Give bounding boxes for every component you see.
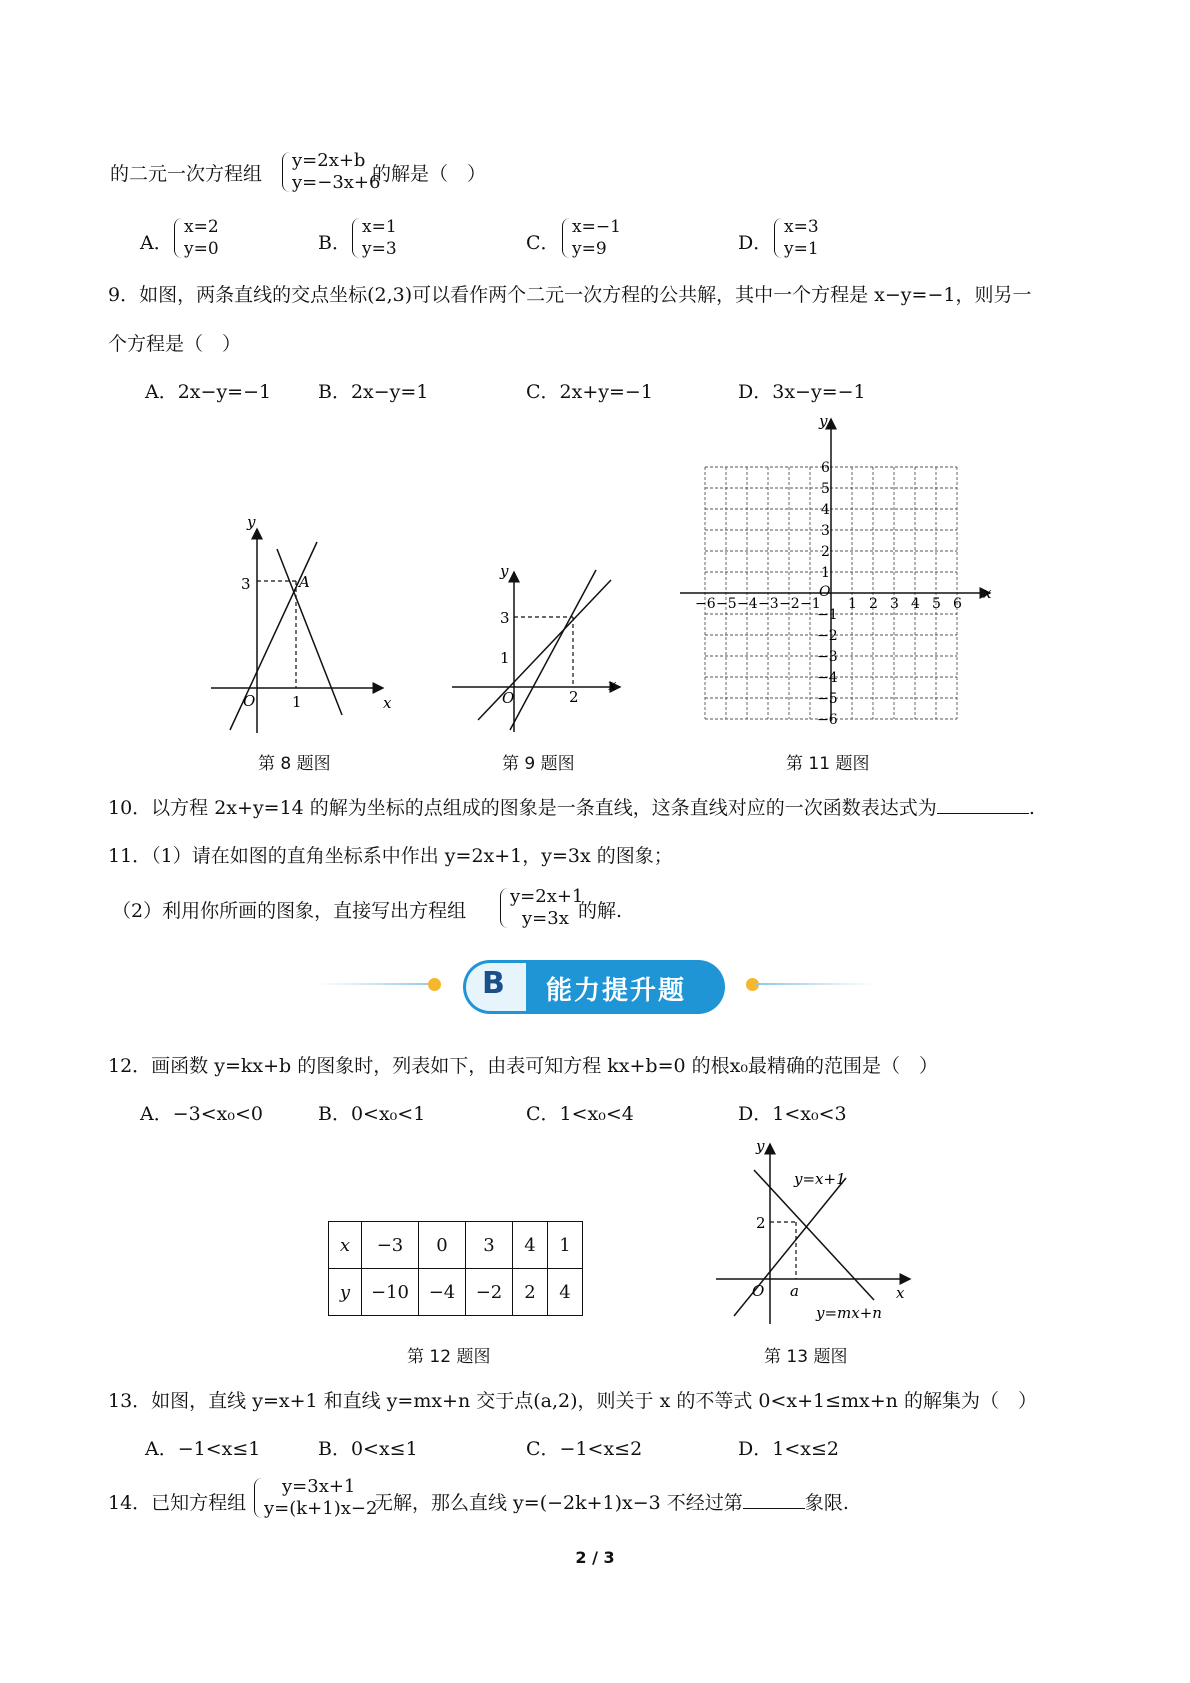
fig11-x-label: x [983,584,992,602]
q8-option-a-l2: y=0 [184,239,219,259]
fig8-y-label: y [247,515,256,531]
table-cell: −4 [419,1269,466,1316]
x-tick-label: −1 [800,596,821,612]
q14-eq2: y=(k+1)x−2 [264,1498,378,1519]
banner-title: 能力提升题 [546,976,687,1006]
q9-line2: 个方程是（ ） [108,333,242,355]
q8-option-a-label: A． [140,232,173,254]
y-tick-label: 6 [821,460,830,476]
x-tick-label: 3 [890,596,899,612]
x-tick-label: 2 [869,596,878,612]
fig8-point-a: A [299,573,310,591]
q12-table-row-y [329,1269,583,1316]
q12-option-c: C．1<x₀<4 [526,1103,634,1125]
q11-line2-suffix: 的解. [578,900,623,922]
banner-left-dot [428,978,441,991]
q12-text: 12．画函数 y=kx+b 的图象时，列表如下，由表可知方程 kx+b=0 的根x₀最精确的范围是（ ） [108,1055,938,1077]
q8-option-c-label: C． [526,232,560,254]
y-tick-label: 2 [821,544,830,560]
banner-letter: B [482,966,505,1001]
fig11-caption: 第 11 题图 [786,754,870,774]
q12-caption: 第 12 题图 [407,1347,491,1367]
q14-system [252,1476,377,1520]
x-tick-label: −5 [716,596,737,612]
fig9-origin: O [502,689,515,707]
table-cell: −3 [362,1222,419,1269]
table-cell: y [329,1269,362,1316]
q12-option-d: D．1<x₀<3 [738,1103,847,1125]
y-tick-label: −2 [817,628,838,644]
q8-suffix: 的解是（ ） [372,163,487,185]
page-number: 2 / 3 [575,1548,615,1567]
q8-option-b-label: B． [318,232,351,254]
fig13-origin: O [752,1282,765,1300]
fig9-tick-2: 2 [569,688,579,706]
y-tick-label: −1 [817,607,838,623]
fig13-line-y-mx-plus-n [754,1170,874,1300]
x-tick-label: −6 [695,596,716,612]
table-cell: 4 [548,1269,583,1316]
q8-option-c [560,216,621,260]
q8-option-b [350,216,397,260]
q8-option-d-l1: x=3 [784,217,819,237]
y-tick-label: 5 [821,481,830,497]
q13-option-a: A．−1<x≤1 [145,1438,261,1460]
q14-prefix: 14．已知方程组 [108,1492,247,1514]
q11-system [498,886,583,930]
y-tick-label: −4 [817,670,838,686]
fig9-y-label: y [500,562,509,580]
q10-text-body: 10．以方程 2x+y=14 的解为坐标的点组成的图象是一条直线，这条直线对应的一次函数表达式为 [108,797,937,819]
x-tick-label: −4 [737,596,758,612]
q12-table [328,1221,583,1316]
q10-text [108,794,1035,822]
q8-option-d-l2: y=1 [784,239,819,259]
q8-option-a [172,216,219,260]
fig13-tick-2: 2 [756,1214,766,1232]
x-tick-label: 5 [932,596,941,612]
q8-option-a-l1: x=2 [184,217,219,237]
figure-11 [678,415,998,730]
fig13-label-line2: y=mx+n [816,1304,882,1322]
q8-eq2: y=−3x+6 [292,172,381,193]
q13-option-b: B．0<x≤1 [318,1438,418,1460]
table-cell: 1 [548,1222,583,1269]
fig8-x-label: x [383,694,392,712]
y-tick-label: 3 [821,523,830,539]
fig13-label-line1: y=x+1 [794,1170,846,1188]
fig13-y-label: y [756,1138,765,1155]
q11-eq2: y=3x [522,908,569,929]
q8-option-b-l2: y=3 [362,239,397,259]
table-cell: 0 [419,1222,466,1269]
table-cell: 3 [466,1222,513,1269]
y-tick-label: 4 [821,502,830,518]
fig9-tick-3: 3 [500,609,510,627]
y-tick-label: −3 [817,649,838,665]
y-tick-label: −5 [817,691,838,707]
q12-option-a: A．−3<x₀<0 [140,1103,263,1125]
fig13-x-label: x [896,1284,905,1302]
x-tick-label: 4 [911,596,920,612]
fig9-tick-1: 1 [500,649,510,667]
fig9-line-1 [478,580,611,720]
q9-option-d: D．3x−y=−1 [738,381,866,403]
q11-line1: 11．（1）请在如图的直角坐标系中作出 y=2x+1，y=3x 的图象； [108,845,673,867]
q8-eq1: y=2x+b [292,150,366,171]
q14-answer-blank[interactable] [743,1490,805,1509]
fig11-y-label: y [819,415,828,430]
q8-option-c-l2: y=9 [572,239,607,259]
q14-suffix-1: 无解，那么直线 y=(−2k+1)x−3 不经过第 [374,1492,743,1514]
banner-left-rule [318,983,438,985]
q14-suffix [374,1489,849,1517]
x-tick-label: 1 [848,596,857,612]
fig13-tick-a: a [790,1282,799,1300]
q8-option-d [772,216,819,260]
q11-line2-prefix: （2）利用你所画的图象，直接写出方程组 [112,900,467,922]
table-cell: 2 [513,1269,548,1316]
fig8-tick-1: 1 [292,693,302,711]
x-tick-label: −3 [758,596,779,612]
q8-system [280,150,380,194]
q14-eq1: y=3x+1 [282,1476,356,1497]
fig13-caption: 第 13 题图 [764,1347,848,1367]
q13-option-d: D．1<x≤2 [738,1438,839,1460]
figure-9 [448,560,638,740]
q10-text-end: . [1028,797,1035,819]
q12-option-b: B．0<x₀<1 [318,1103,426,1125]
fig8-caption: 第 8 题图 [258,754,331,774]
y-tick-label: 1 [821,565,830,581]
table-cell: 4 [513,1222,548,1269]
q13-text: 13．如图，直线 y=x+1 和直线 y=mx+n 交于点(a,2)，则关于 x 的不等式 0<x+1≤mx+n 的解集为（ ） [108,1390,1037,1412]
q8-prefix: 的二元一次方程组 [110,163,263,185]
x-tick-label: −2 [779,596,800,612]
q8-option-d-label: D． [738,232,773,254]
fig9-caption: 第 9 题图 [502,754,575,774]
q12-table-row-x [329,1222,583,1269]
fig9-x-label: x [608,676,617,694]
q8-option-c-l1: x=−1 [572,217,621,237]
figure-8 [205,515,395,735]
banner-right-rule [755,983,875,985]
fig8-origin: O [243,692,256,710]
x-tick-label: 6 [953,596,962,612]
q9-option-c: C．2x+y=−1 [526,381,653,403]
table-cell: −2 [466,1269,513,1316]
fig9-line-2 [510,570,596,730]
q10-answer-blank[interactable] [937,795,1029,814]
q9-option-a: A．2x−y=−1 [145,381,272,403]
q8-option-b-l1: x=1 [362,217,397,237]
y-tick-label: −6 [817,712,838,728]
q14-suffix-2: 象限. [804,1492,849,1514]
q13-option-c: C．−1<x≤2 [526,1438,643,1460]
fig11-origin: O [819,584,831,600]
table-cell: −10 [362,1269,419,1316]
figure-13 [712,1138,922,1328]
table-cell: x [329,1222,362,1269]
q9-line1: 9．如图，两条直线的交点坐标(2,3)可以看作两个二元一次方程的公共解，其中一个方程是 x−y=−1，则另一 [108,284,1032,306]
q9-option-b: B．2x−y=1 [318,381,429,403]
q11-eq1: y=2x+1 [510,886,584,907]
fig8-tick-3: 3 [241,575,251,593]
